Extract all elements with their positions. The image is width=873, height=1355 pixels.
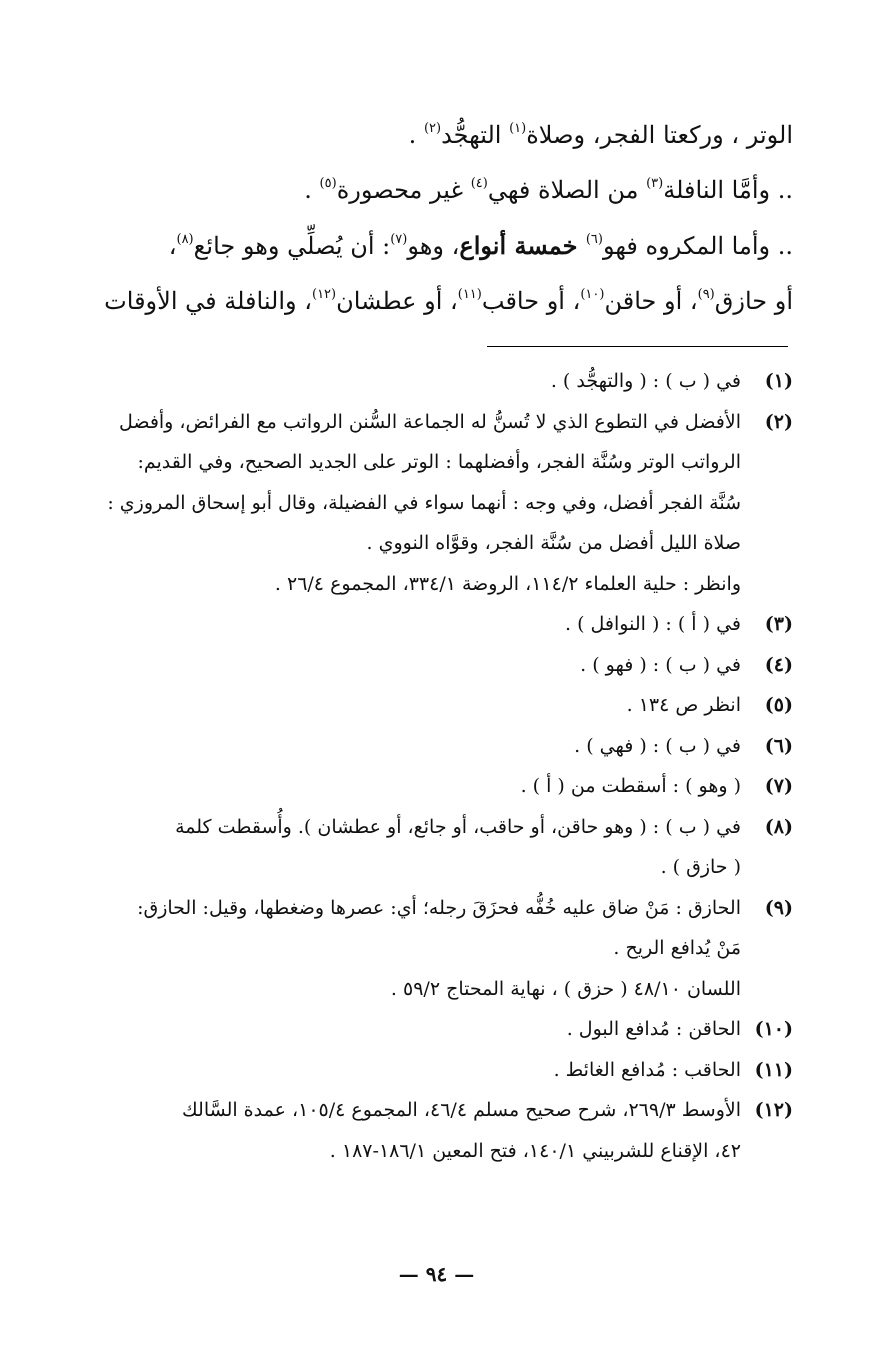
footnote-ref[interactable]: (١١) xyxy=(457,287,482,302)
footnote-line: الأفضل في التطوع الذي لا تُسنُّ له الجماعة السُّنن الرواتب مع الفرائض، وأفضل xyxy=(118,410,741,433)
text-run: ، وهو xyxy=(407,232,460,260)
footnote xyxy=(70,766,793,807)
footnote-number: (٧) xyxy=(764,775,793,797)
main-line-4 xyxy=(70,274,793,329)
footnote xyxy=(70,1090,793,1171)
footnote-ref[interactable]: (١٠) xyxy=(580,287,605,302)
footnote xyxy=(70,402,793,605)
footnote-line: الحاقب : مُدافع الغائط . xyxy=(553,1058,741,1081)
footnote-ref[interactable]: (٦) xyxy=(585,232,603,247)
footnote-line: الحازق : مَنْ ضاق عليه خُفُّه فحزَقَ رجله؛ أي: عصرها وضغطها، وقيل: الحازق: xyxy=(137,896,741,919)
footnote xyxy=(70,604,793,645)
footnote-number: (٥) xyxy=(764,694,793,716)
footnote-line: في ( ب ) : ( وهو حاقن، أو حاقب، أو جائع، أو عطشان ). وأُسقطت كلمة xyxy=(175,815,741,838)
text-run: الوتر ، وركعتا الفجر، وصلاة xyxy=(526,121,793,149)
footnote xyxy=(70,726,793,767)
footnote-text xyxy=(70,726,741,767)
footnote-line: في ( ب ) : ( فهي ) . xyxy=(574,734,741,757)
footnote-line: اللسان ٤٨/١٠ ( حزق ) ، نهاية المحتاج ٥٩/٢ . xyxy=(390,977,741,1000)
text-run: من الصلاة فهي xyxy=(487,176,647,204)
footnote-line: في ( ب ) : ( فهو ) . xyxy=(580,653,741,676)
footnote-number: (٩) xyxy=(764,896,793,919)
text-run: التهجُّد xyxy=(441,121,510,149)
footnote xyxy=(70,1050,793,1091)
footnote xyxy=(70,888,793,1010)
footnote-line: الحاقن : مُدافع البول . xyxy=(566,1018,741,1040)
footnote-ref[interactable]: (٢) xyxy=(423,121,442,136)
footnote-text xyxy=(70,807,741,888)
footnote-text xyxy=(70,361,741,402)
footnote-text xyxy=(70,1050,741,1091)
main-line-2 xyxy=(70,163,793,218)
footnote-line: مَنْ يُدافع الريح . xyxy=(613,937,741,959)
text-run: .. وأما المكروه فهو xyxy=(602,232,793,260)
footnote-ref[interactable]: (٩) xyxy=(697,287,715,302)
page-number: — ٩٤ — xyxy=(398,1262,475,1286)
footnote-number: (٣) xyxy=(764,613,793,635)
footnote-ref[interactable]: (٧) xyxy=(390,232,408,247)
bold-text-run: خمسة أنواع xyxy=(459,231,586,260)
footnote-number: (١٠) xyxy=(754,1018,793,1040)
footnote-line: ( وهو ) : أسقطت من ( أ ) . xyxy=(520,775,741,797)
footnote-line: صلاة الليل أفضل من سُنَّة الفجر، وقوَّاه النووي . xyxy=(366,532,741,554)
text-run: ، أو حاقن xyxy=(604,287,698,315)
footnote xyxy=(70,1009,793,1050)
footnote-number: (١١) xyxy=(754,1058,793,1081)
footnote-text xyxy=(70,1009,741,1050)
footnote-text xyxy=(70,1090,741,1171)
main-text xyxy=(70,108,793,329)
footnote-ref[interactable]: (١) xyxy=(509,121,527,136)
footnote-number: (١) xyxy=(764,370,793,392)
footnote-ref[interactable]: (٤) xyxy=(470,176,488,191)
text-run: ، أو عطشان xyxy=(336,287,458,315)
footnote-text xyxy=(70,766,741,807)
footnotes xyxy=(70,361,793,1171)
footnote-number: (١٢) xyxy=(754,1099,793,1121)
text-run: : أن يُصلِّي وهو جائع xyxy=(193,232,391,260)
footnote-ref[interactable]: (٥) xyxy=(319,176,337,191)
footnote-line: انظر ص ١٣٤ . xyxy=(626,694,741,716)
text-run: .. وأمَّا النافلة xyxy=(663,176,793,204)
text-run: ، والنافلة في الأوقات xyxy=(104,287,312,315)
footnote-text xyxy=(70,402,741,605)
text-run: ، xyxy=(168,232,177,260)
footnote-ref[interactable]: (١٢) xyxy=(312,287,337,302)
main-line-1 xyxy=(70,108,793,163)
text-run: . xyxy=(408,121,424,149)
footnote-text xyxy=(70,685,741,726)
footnote-line: ( حازق ) . xyxy=(660,856,741,878)
footnote-number: (٤) xyxy=(764,653,793,676)
footnote-line: الرواتب الوتر وسُنَّة الفجر، وأفضلهما : الوتر على الجديد الصحيح، وفي القديم: xyxy=(137,451,741,473)
footnote xyxy=(70,807,793,888)
footnote-number: (٨) xyxy=(764,815,793,838)
footnote-text xyxy=(70,604,741,645)
footnote-line: في ( ب ) : ( والتهجُّد ) . xyxy=(550,370,741,392)
main-line-3 xyxy=(70,218,793,274)
footnote-number: (٦) xyxy=(764,734,793,757)
text-run: أو حازق xyxy=(714,287,793,315)
footnote-number: (٢) xyxy=(764,410,793,433)
footnote xyxy=(70,361,793,402)
footnote-line: ٤٢، الإقناع للشربيني ١٤٠/١، فتح المعين ١٨٦/١-١٨٧ . xyxy=(329,1139,741,1162)
footnote-line: في ( أ ) : ( النوافل ) . xyxy=(565,613,741,635)
footnote xyxy=(70,685,793,726)
footnote-ref[interactable]: (٣) xyxy=(646,176,664,191)
footnote xyxy=(70,645,793,686)
text-run: ، أو حاقب xyxy=(481,287,581,315)
footnote-line: سُنَّة الفجر أفضل، وفي وجه : أنهما سواء في الفضيلة، وقال أبو إسحاق المروزي : xyxy=(107,491,741,514)
text-run: . xyxy=(304,176,320,204)
footnote-text xyxy=(70,888,741,1010)
footnote-line: وانظر : حلية العلماء ١١٤/٢، الروضة ٣٣٤/١، المجموع ٢٦/٤ . xyxy=(274,572,741,595)
text-run: غير محصورة xyxy=(336,176,471,204)
footnote-line: الأوسط ٢٦٩/٣، شرح صحيح مسلم ٤٦/٤، المجموع ١٠٥/٤، عمدة السَّالك xyxy=(182,1099,741,1121)
footnote-separator xyxy=(487,346,788,347)
footnote-ref[interactable]: (٨) xyxy=(176,232,194,247)
footnote-text xyxy=(70,645,741,686)
